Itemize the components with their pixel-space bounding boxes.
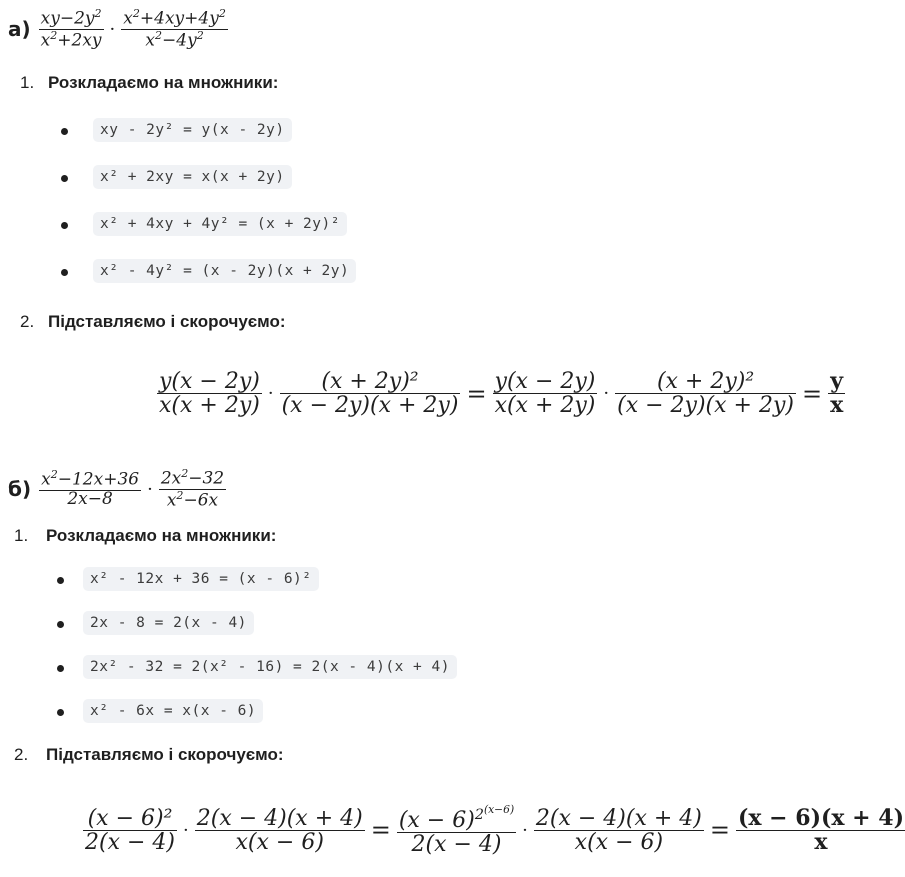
step-title: Підставляємо і скорочуємо: bbox=[46, 745, 284, 764]
multiply-dot: · bbox=[603, 383, 610, 405]
bullet bbox=[57, 621, 64, 628]
equals-sign: = bbox=[709, 816, 730, 845]
multiply-dot: · bbox=[522, 819, 528, 841]
fraction-numerator: $xy-2y^2$ bbox=[40, 7, 102, 29]
bullet bbox=[61, 222, 68, 229]
part-a-label: а) bbox=[8, 17, 31, 41]
factor-code: x² + 2xy = x(x + 2y) bbox=[93, 165, 292, 189]
multiply-dot: · bbox=[109, 18, 116, 40]
multiply-dot: · bbox=[147, 478, 153, 500]
part-b-label: б) bbox=[8, 477, 32, 501]
part-a-result-formula bbox=[157, 370, 845, 417]
step-title: Розкладаємо на множники: bbox=[48, 73, 279, 92]
result-fraction: $\frac{2(x - 4)(x + 4)}{x(x - 6)}$ bbox=[535, 805, 702, 855]
part-a-header bbox=[8, 8, 228, 50]
part-a-step-1: 1. Розкладаємо на множники: bbox=[20, 73, 279, 92]
factor-code: x² - 4y² = (x - 2y)(x + 2y) bbox=[93, 259, 356, 283]
final-result-fraction: $\frac{(x - 6)(x + 4)}{x}$ bbox=[737, 804, 904, 855]
result-fraction: $\frac{y(x - 2y)}{x(x + 2y)}$ bbox=[159, 369, 260, 419]
factor-code: x² - 6x = x(x - 6) bbox=[83, 699, 263, 723]
part-b-header bbox=[8, 468, 226, 510]
part-a-header-fraction-2 bbox=[121, 8, 228, 50]
step-title: Розкладаємо на множники: bbox=[46, 526, 277, 545]
fraction-denominator: 2x−8 bbox=[67, 488, 113, 509]
bullet bbox=[61, 269, 68, 276]
equals-sign: = bbox=[801, 379, 823, 408]
bullet bbox=[61, 175, 68, 182]
result-fraction: $\frac{2(x - 4)(x + 4)}{x(x - 6)}$ bbox=[196, 805, 363, 855]
fraction-denominator: $x^2-4y^2$ bbox=[145, 28, 204, 51]
multiply-dot: · bbox=[267, 383, 274, 405]
factor-code: xy - 2y² = y(x - 2y) bbox=[93, 118, 292, 142]
factor-code: 2x² - 32 = 2(x² - 16) = 2(x - 4)(x + 4) bbox=[83, 655, 457, 679]
equals-sign: = bbox=[466, 379, 487, 408]
part-b-result-formula bbox=[83, 804, 905, 856]
result-fraction: $\frac{(x - 6)^{2^{(x-6)}}}{2(x - 4)}$ bbox=[398, 803, 515, 858]
step-title: Підставляємо і скорочуємо: bbox=[48, 312, 286, 331]
result-fraction: $\frac{\text{(x − 6)²}}{2(x - 4)}$ bbox=[85, 805, 175, 855]
factor-code: 2x - 8 = 2(x - 4) bbox=[83, 611, 254, 635]
result-fraction: $\frac{\text{(x + 2y)²}}{(x - 2y)(x + 2y)}$ bbox=[617, 369, 794, 419]
factor-code: x² + 4xy + 4y² = (x + 2y)² bbox=[93, 212, 347, 236]
part-a-step-2: 2. Підставляємо і скорочуємо: bbox=[20, 312, 286, 331]
equals-sign: = bbox=[370, 816, 391, 845]
result-fraction: $\frac{\text{(x + 2y)²}}{(x - 2y)(x + 2y)}$ bbox=[281, 369, 459, 419]
part-b-step-2: 2. Підставляємо і скорочуємо: bbox=[14, 745, 284, 764]
result-fraction: $\frac{y(x - 2y)}{x(x + 2y)}$ bbox=[494, 369, 596, 419]
bullet bbox=[57, 665, 64, 672]
part-b-header-fraction-2 bbox=[159, 468, 226, 510]
fraction-numerator: $x^2+4xy+4y^2$ bbox=[123, 7, 226, 29]
fraction-numerator: $2x^2-32$ bbox=[160, 467, 225, 489]
bullet bbox=[61, 128, 68, 135]
fraction-denominator: $x^2-6x$ bbox=[166, 488, 219, 511]
part-b-step-1: 1. Розкладаємо на множники: bbox=[14, 526, 277, 545]
factor-code: x² - 12x + 36 = (x - 6)² bbox=[83, 567, 319, 591]
fraction-denominator: $x^2+2xy$ bbox=[40, 28, 102, 51]
part-b-header-fraction-1 bbox=[39, 469, 141, 508]
multiply-dot: · bbox=[183, 819, 189, 841]
bullet bbox=[57, 577, 64, 584]
fraction-numerator: $x^2-12x+36$ bbox=[41, 468, 140, 490]
bullet bbox=[57, 709, 64, 716]
part-a-header-fraction-1 bbox=[39, 8, 104, 50]
final-result-fraction: $\frac{y}{x}$ bbox=[830, 368, 844, 419]
